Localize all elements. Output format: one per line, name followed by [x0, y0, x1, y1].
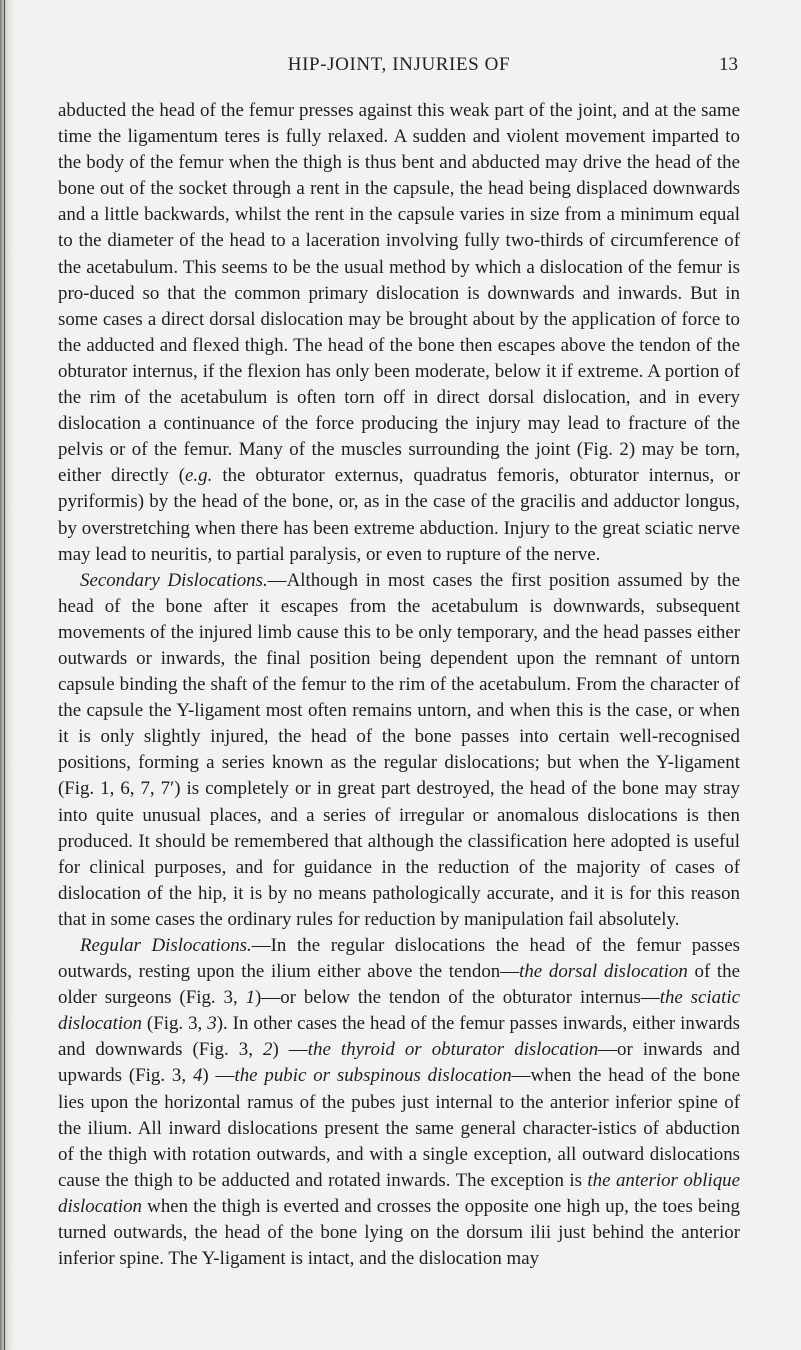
page-binding-edge-line: [4, 0, 5, 1350]
figure-ref-2: 2: [263, 1039, 273, 1061]
italic-term-sciatic-dislocation: the sciatic dislocation: [58, 987, 740, 1035]
italic-term-pubic-dislocation: the pubic or subspinous dislocation: [234, 1065, 512, 1087]
italic-term-dorsal-dislocation: the dorsal dislocation: [519, 961, 688, 983]
text-run: )—or below the tendon of the obturator internus—: [255, 987, 660, 1009]
running-head: HIP-JOINT, INJURIES OF: [287, 54, 511, 75]
text-run: ) —: [202, 1065, 235, 1087]
paragraph-injury-mechanism: [58, 98, 740, 568]
italic-term-thyroid-dislocation: the thyroid or obturator dislocation: [307, 1039, 599, 1061]
italic-text: e.g.: [185, 465, 213, 487]
text-run: ) —: [272, 1039, 308, 1061]
text-run: (Fig. 3,: [141, 1013, 208, 1035]
text-run: abducted the head of the femur presses against this weak part of the joint, and at the same time the ligamentum teres is fully relaxed. A sudden and violent movement imparted to the body of the femur when the thigh is thus bent and abducted may drive the head of the bone out of the socket through a rent in the capsule, the head being displaced downwards and a little backwards, whilst the rent in the capsule varies in size from a minimum equal to the diameter of the head to a laceration involving fully two-thirds of circumference of the acetabulum. This seems to be the usual method by which a dislocation of the femur is pro-duced so that the common primary dislocation is downwards and inwards. But in some cases a direct dorsal dislocation may be brought about by the application of force to the adducted and flexed thigh. The head of the bone then escapes above the tendon of the obturator internus, if the flexion has only been moderate, below it if extreme. A portion of the rim of the acetabulum is often torn off in direct dorsal dislocation, and in every dislocation a continuance of the force producing the injury may lead to fracture of the pelvis or of the femur. Many of the muscles surrounding the joint (Fig. 2) may be torn, either directly (: [58, 100, 740, 487]
italic-term-anterior-oblique-dislocation: the anterior oblique dislocation: [58, 1169, 740, 1217]
text-run: —or inwards and upwards (Fig. 3,: [58, 1039, 741, 1087]
text-run: of the older surgeons (Fig. 3,: [58, 961, 740, 1009]
text-run: —when the head of the bone lies upon the horizontal ramus of the pubes just internal to the anterior inferior spine of the ilium. All inward dislocations present the same general character-istics of abduction of the thigh with rotation outwards, and with a single exception, all outward dislocations cause the thigh to be adducted and rotated inwards. The exception is: [58, 1065, 741, 1191]
paragraph-secondary-dislocations: [58, 568, 740, 933]
section-heading-secondary-dislocations: Secondary Dislocations.: [80, 569, 268, 591]
figure-ref-4: 4: [192, 1065, 203, 1087]
section-heading-regular-dislocations: Regular Dislocations.: [80, 935, 252, 956]
text-run: the obturator externus, quadratus femoris, obturator internus, or pyriformis) by the head of the bone, or, as in the case of the gracilis and adductor longus, by overstretching when there has been extreme abduction. Injury to the great sciatic nerve may lead to neuritis, to partial paralysis, or even to rupture of the nerve.: [58, 465, 740, 565]
figure-ref-3: 3: [207, 1013, 217, 1035]
text-run: ). In other cases the head of the femur passes inwards, either inwards and downwards (Fig. 3,: [58, 1013, 740, 1061]
page-binding-shadow: [0, 0, 16, 1350]
text-run: when the thigh is everted and crosses the opposite one high up, the toes being turned outwards, the head of the bone lying on the dorsum ilii just behind the anterior inferior spine. The Y-ligament is intact, and the dislocation may: [58, 1195, 740, 1270]
page-header: [58, 54, 740, 84]
figure-ref-1: 1: [245, 987, 256, 1009]
paragraph-regular-dislocations: [58, 933, 740, 1272]
body-text: [58, 98, 740, 1272]
text-run: —Although in most cases the first position assumed by the head of the bone after it escapes from the acetabulum is downwards, subsequent movements of the injured limb cause this to be only temporary, and the head passes either outwards or inwards, the final position being dependent upon the remnant of untorn capsule binding the shaft of the femur to the rim of the acetabulum. From the character of the capsule the Y-ligament most often remains untorn, and when this is the case, or when it is only slightly injured, the head of the bone passes into certain well-recognised positions, forming a series known as the regular dislocations; but when the Y-ligament (Fig. 1, 6, 7, 7′) is completely or in great part destroyed, the head of the bone may stray into quite unusual places, and a series of irregular or anomalous dislocations is then produced. It should be remembered that although the classification here adopted is useful for clinical purposes, and for guidance in the reduction of the majority of cases of dislocation of the hip, it is by no means pathologically accurate, and it is for this reason that in some cases the ordinary rules for reduction by manipulation fail absolutely.: [58, 569, 740, 930]
text-run: —In the regular dislocations the head of the femur passes outwards, resting upon the ilium either above the tendon—: [58, 935, 741, 983]
page-number: 13: [719, 54, 738, 75]
